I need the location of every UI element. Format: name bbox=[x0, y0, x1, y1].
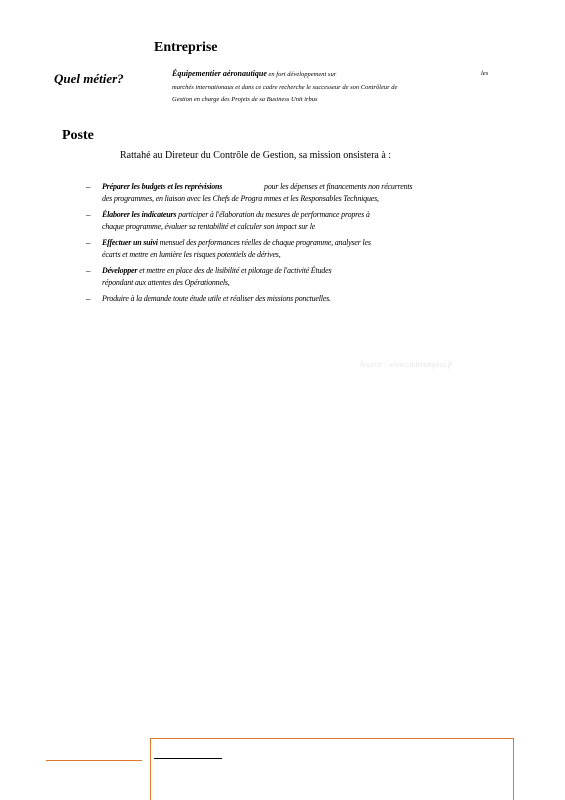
mission-3-strong: Effectuer un suivi bbox=[102, 238, 158, 247]
mission-2-line-1 bbox=[102, 210, 370, 219]
mission-5-line-1: Produire à la demande toute étude utile et réaliser des missions ponctuelles. bbox=[102, 294, 331, 303]
mission-4-line-2: répondant aux attentes des Opérationnels, bbox=[102, 278, 230, 287]
poste-intro: Rattahé au Direteur du Contrôle de Gestion, sa mission onsistera à : bbox=[120, 150, 392, 161]
entreprise-lead: Équipementier aéronautique bbox=[172, 69, 267, 78]
mission-1-strong: Préparer les budgets et les reprévisions bbox=[102, 182, 223, 191]
section-title-poste: Poste bbox=[62, 128, 94, 143]
entreprise-line-3: Gestion en charge des Projets de sa Business Unit irbus bbox=[172, 96, 318, 103]
mission-4-line-1 bbox=[102, 266, 331, 275]
mission-bullet: – bbox=[86, 238, 91, 248]
footer-rule-right bbox=[513, 738, 514, 800]
mission-bullet: – bbox=[86, 294, 91, 304]
mission-3-line-1 bbox=[102, 238, 371, 247]
entreprise-fragment-right: les bbox=[481, 70, 489, 77]
mission-bullet: – bbox=[86, 182, 91, 192]
mission-2-line-2: chaque programme, évaluer sa rentabilité et calculer son impact sur le bbox=[102, 222, 316, 231]
entreprise-line-1-text: en fort développement sur bbox=[268, 71, 337, 78]
source-credit: Source : www.cadreemploi.fr bbox=[360, 360, 454, 369]
mission-bullet: – bbox=[86, 210, 91, 220]
mission-4-text: et mettre en place des de lisibilité et pilotage de l'activité Études bbox=[139, 266, 332, 275]
mission-1-text: pour les dépenses et financements non récurrents bbox=[264, 182, 413, 191]
footer-rule-top bbox=[150, 738, 513, 739]
quel-metier-label: Quel métier? bbox=[54, 71, 124, 86]
mission-3-line-2: écarts et mettre en lumière les risques potentiels de dérives, bbox=[102, 250, 281, 259]
mission-2-strong: Élaborer les indicateurs bbox=[102, 210, 177, 219]
footer-rule-left bbox=[46, 760, 142, 761]
mission-bullet: – bbox=[86, 266, 91, 276]
entreprise-line-2: marchés internationaux et dans ce cadre recherche le successeur de son Contrôleur de bbox=[172, 84, 398, 91]
mission-1-line-1 bbox=[102, 182, 412, 191]
mission-4-strong: Développer bbox=[102, 266, 138, 275]
mission-3-text: mensuel des performances réelles de chaque programme, analyser les bbox=[159, 238, 371, 247]
footer-rule-divider bbox=[150, 738, 151, 800]
mission-1-line-2: des programmes, en liaison avec les Chefs de Progra mmes et les Responsables Techniques, bbox=[102, 194, 379, 203]
section-title-entreprise: Entreprise bbox=[154, 40, 218, 55]
footer-rule-black bbox=[154, 758, 222, 759]
entreprise-line-1 bbox=[172, 69, 336, 78]
mission-2-text: participer à l'élaboration du mesures de performance propres à bbox=[178, 210, 370, 219]
